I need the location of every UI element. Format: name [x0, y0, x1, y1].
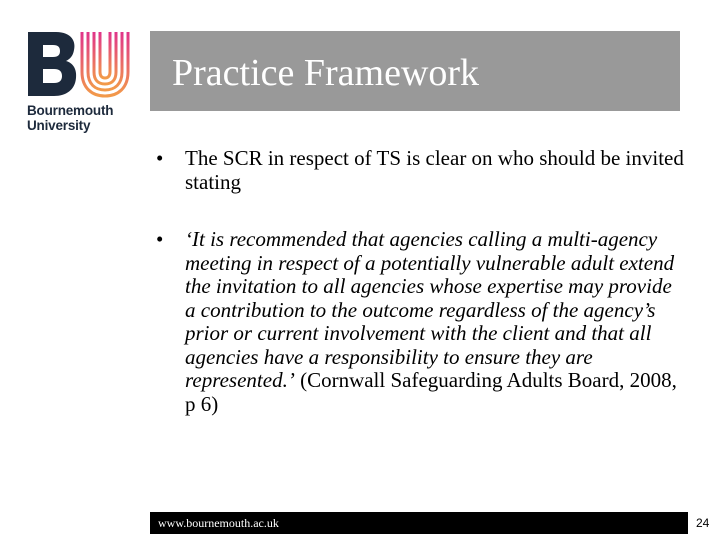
page-number: 24 [696, 516, 710, 530]
title-bar [150, 31, 680, 111]
bullet-item-1 [156, 147, 686, 194]
bullet-item-2 [156, 228, 686, 416]
bullet-text: The SCR in respect of TS is clear on who should be invited stating [185, 146, 684, 194]
footer-url[interactable]: www.bournemouth.ac.uk [158, 516, 279, 530]
logo-line-2: University [27, 118, 91, 133]
bullet-marker: • [156, 146, 164, 170]
quote-text: ‘It is recommended that agencies calling a multi-agency meeting in respect of a potentially vulnerable adult extend the invitation to all agencies whose expertise may provide a contribution to the outcome regardless of the agency’s prior or current involvement with the client and that all agencies have a responsibility to ensure they are represented.’ [185, 227, 675, 392]
footer-bar [150, 512, 688, 534]
bu-logo [26, 28, 136, 138]
bullet-marker: • [156, 227, 164, 251]
bullet-quote-block [185, 228, 685, 416]
bu-logo-mark [26, 28, 130, 100]
logo-line-1: Bournemouth [27, 103, 114, 118]
slide-title: Practice Framework [172, 52, 480, 94]
citation-text: (Cornwall Safeguarding Adults Board, 2008, p 6) [185, 368, 677, 416]
logo-wordmark [27, 103, 113, 133]
